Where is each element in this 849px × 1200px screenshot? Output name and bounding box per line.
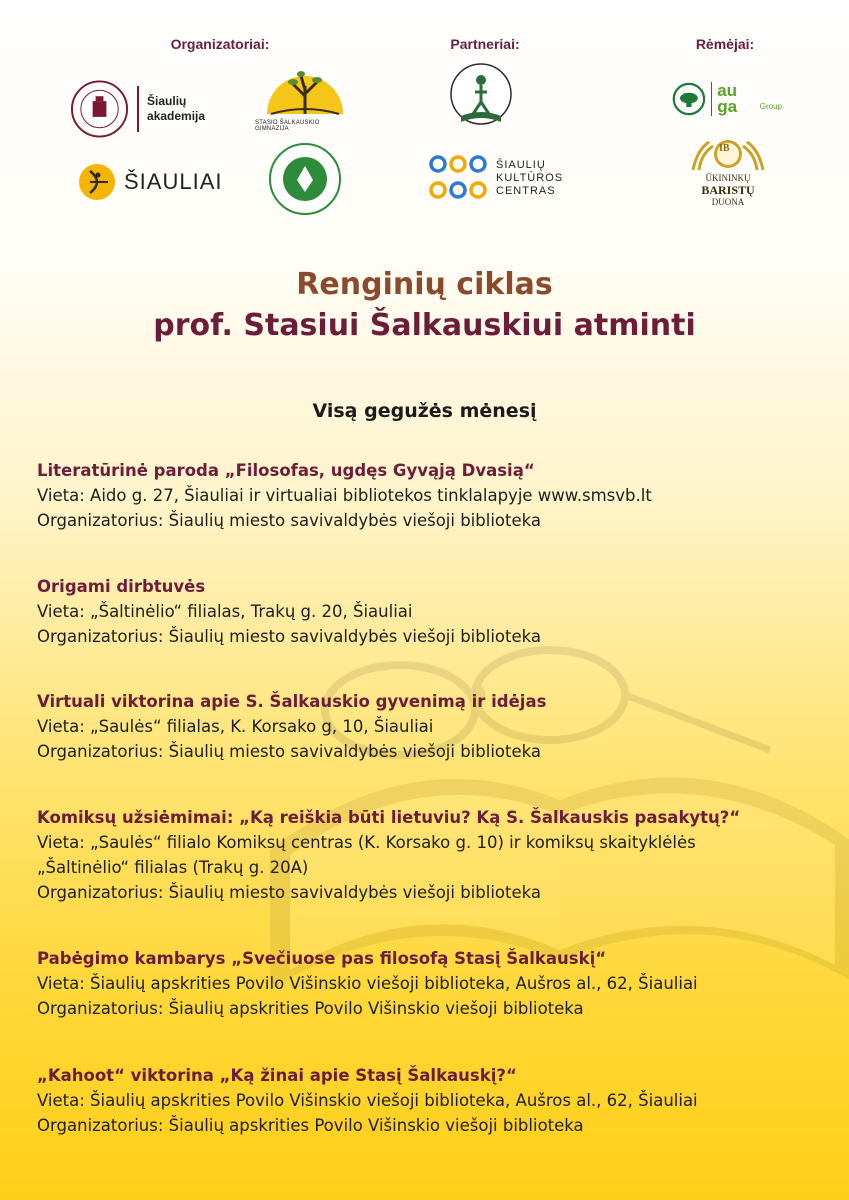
title-line-1: Renginių ciklas <box>296 267 553 302</box>
reader-figure-icon <box>445 62 517 132</box>
event-location: Vieta: Šiaulių apskrities Povilo Višinskio viešoji biblioteka, Aušros al., 62, Šiauliai <box>37 1091 698 1110</box>
savivaldybes-biblioteka-logo <box>445 62 525 132</box>
event-title: Literatūrinė paroda „Filosofas, ugdęs Gyvąją Dvasią“ <box>37 461 535 480</box>
archer-emblem-icon <box>78 163 116 201</box>
siauliai-city-logo <box>78 160 243 204</box>
auga-group-text: Group <box>759 101 782 111</box>
event-item <box>37 574 837 649</box>
event-title: „Kahoot“ viktorina „Ką žinai apie Stasį Šalkauskį?“ <box>37 1066 517 1085</box>
event-organizer: Organizatorius: Šiaulių miesto savivaldybės viešoji biblioteka <box>37 627 541 646</box>
event-location: Vieta: Šiaulių apskrities Povilo Višinskio viešoji biblioteka, Aušros al., 62, Šiauliai <box>37 974 698 993</box>
siauliu-akademija-text: Šiaulių akademija <box>147 94 206 123</box>
date-subtitle: Visą gegužės mėnesį <box>312 400 537 422</box>
event-location: Vieta: „Šaltinėlio“ filialas, Trakų g. 20, Šiauliai <box>37 602 413 621</box>
event-organizer: Organizatorius: Šiaulių miesto savivaldybės viešoji biblioteka <box>37 511 541 530</box>
event-location: Vieta: „Saulės“ filialas, K. Korsako g, 10, Šiauliai <box>37 717 434 736</box>
event-title: Origami dirbtuvės <box>37 577 206 596</box>
event-item <box>37 1063 837 1138</box>
siauliu-akademija-logo <box>70 78 210 140</box>
sponsors-label: Rėmėjai: <box>695 36 755 52</box>
tree-sun-icon <box>257 64 353 120</box>
sponsors-column <box>645 36 805 52</box>
event-location: Vieta: „Saulės“ filialo Komiksų centras (K. Korsako g. 10) ir komiksų skaityklėlės <box>37 833 696 852</box>
baristu-badge-text: IB <box>719 143 730 154</box>
organizers-label: Organizatoriai: <box>170 36 270 52</box>
event-location-continued: „Šaltinėlio“ filialas (Trakų g. 20A) <box>37 858 309 877</box>
event-organizer: Organizatorius: Šiaulių miesto savivaldybės viešoji biblioteka <box>37 742 541 761</box>
page-title <box>0 264 849 346</box>
event-location: Vieta: Aido g. 27, Šiauliai ir virtualiai bibliotekos tinklalapyje www.smsvb.lt <box>37 486 652 505</box>
wheat-badge-icon <box>683 136 773 172</box>
event-title: Virtuali viktorina apie S. Šalkauskio gyvenimą ir idėjas <box>37 692 547 711</box>
event-item <box>37 946 837 1021</box>
event-title: Pabėgimo kambarys „Svečiuose pas filosofą Stasį Šalkauskį“ <box>37 949 607 968</box>
baristu-duona-logo <box>678 136 778 214</box>
apskrities-biblioteka-logo <box>268 142 348 216</box>
kulturos-centras-logo <box>428 150 568 206</box>
university-seal-icon <box>70 79 129 139</box>
organizers-column <box>140 36 300 52</box>
title-line-2: prof. Stasiui Šalkauskiui atminti <box>153 308 696 343</box>
gimnazija-logo <box>255 64 355 132</box>
event-organizer: Organizatorius: Šiaulių miesto savivaldybės viešoji biblioteka <box>37 883 541 902</box>
event-title: Komiksų užsiėmimai: „Ką reiškia būti lietuviu? Ką S. Šalkauskis pasakytų?“ <box>37 808 741 827</box>
partners-column <box>405 36 565 52</box>
auga-text: au ga <box>717 81 738 116</box>
partners-label: Partneriai: <box>450 36 520 52</box>
circles-emblem-icon <box>428 152 488 204</box>
siauliai-city-text: ŠIAULIAI <box>124 169 223 194</box>
baltic-champignons-icon <box>672 80 706 118</box>
baristu-text: ŪKININKŲ BARISTŲ DUONA <box>701 173 755 207</box>
kulturos-centras-text: ŠIAULIŲ KULTŪROS CENTRAS <box>496 158 564 197</box>
auga-group-logo <box>672 76 782 122</box>
event-organizer: Organizatorius: Šiaulių apskrities Povilo Višinskio viešoji biblioteka <box>37 999 584 1018</box>
event-item <box>37 805 837 905</box>
event-item <box>37 689 837 764</box>
event-organizer: Organizatorius: Šiaulių apskrities Povilo Višinskio viešoji biblioteka <box>37 1116 584 1135</box>
event-item <box>37 458 837 533</box>
library-emblem-icon <box>268 142 342 216</box>
gimnazija-text: STASIO ŠALKAUSKIO GIMNAZIJA <box>255 120 320 132</box>
